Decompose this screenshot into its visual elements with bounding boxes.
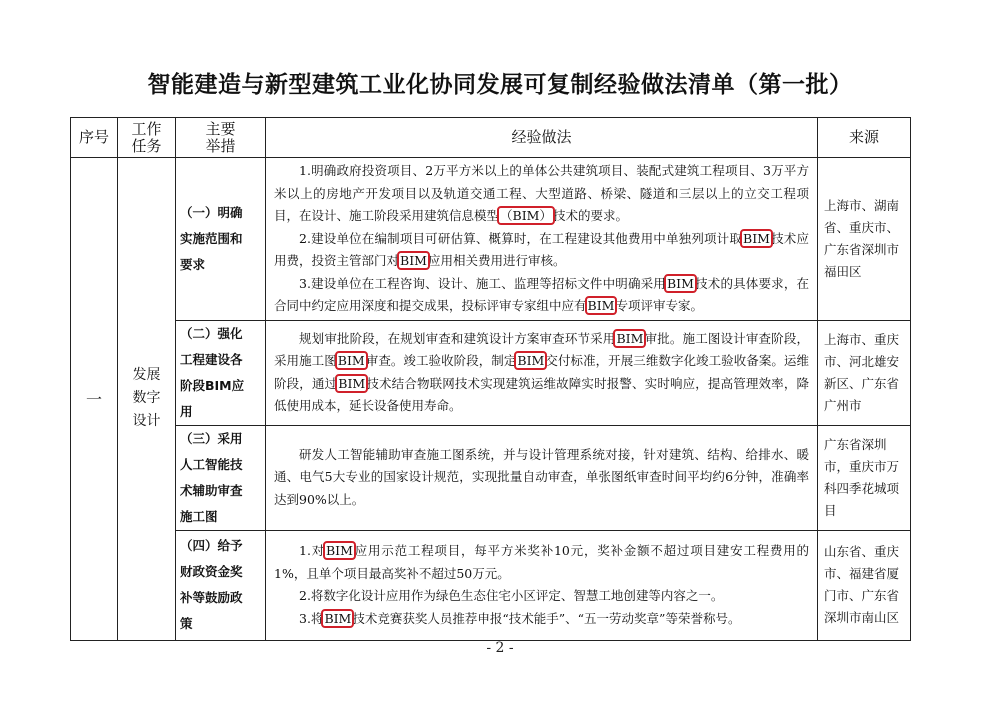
measure-line: 工程建设各 bbox=[180, 351, 243, 367]
experience-cell bbox=[266, 320, 818, 425]
experience-text: 专项评审专家。 bbox=[615, 298, 703, 313]
experience-text: 3.建设单位在工程咨询、设计、施工、监理等招标文件中明确采用 bbox=[299, 275, 666, 291]
bim-highlight: BIM bbox=[743, 230, 770, 246]
bim-highlight: BIM bbox=[517, 353, 545, 368]
experience-text: 审查。竣工验收阶段，制定 bbox=[365, 353, 517, 368]
task-line: 数字 bbox=[132, 390, 161, 407]
experience-text: 审批。施工图设计审查阶段，采用施工图 bbox=[274, 330, 809, 368]
experience-text: 3.将 bbox=[299, 610, 324, 626]
measure-line: （三）采用 bbox=[180, 430, 243, 446]
experience-text: 交付标准，开展三维数字化竣工验收备案。运维阶段，通过 bbox=[274, 353, 809, 391]
experience-text: 2.建设单位在编制项目可研估算、概算时，在工程建设其他费用中单独列项计取 bbox=[299, 230, 743, 246]
table-row bbox=[71, 320, 911, 425]
measure-cell bbox=[176, 320, 266, 425]
header-seq: 序号 bbox=[71, 118, 118, 158]
table-row bbox=[71, 530, 911, 640]
experience-text: 技术应用费，投资主管部门对 bbox=[274, 230, 809, 268]
bim-highlight: BIM bbox=[587, 298, 615, 313]
header-measure-line1: 主要 bbox=[205, 119, 236, 138]
bim-highlight: BIM bbox=[338, 375, 366, 391]
experience-text: 规划审批阶段，在规划审查和建筑设计方案审查环节采用 bbox=[299, 330, 616, 346]
source-cell: 山东省、重庆市、福建省厦门市、广东省深圳市南山区 bbox=[818, 530, 911, 640]
task-line: 设计 bbox=[132, 413, 161, 430]
page-title: 智能建造与新型建筑工业化协同发展可复制经验做法清单（第一批） bbox=[147, 72, 853, 98]
bim-highlight: BIM bbox=[666, 275, 694, 291]
source-cell: 广东省深圳市，重庆市万科四季花城项目 bbox=[818, 425, 911, 530]
page-number: - 2 - bbox=[486, 640, 514, 656]
table-row bbox=[71, 425, 911, 530]
measure-line: 阶段BIM应 bbox=[180, 377, 245, 393]
measure-line: 术辅助审查 bbox=[180, 482, 243, 498]
experience-text: 技术竞赛获奖人员推荐申报“技术能手”、“五一劳动奖章”等荣誉称号。 bbox=[352, 610, 741, 626]
experience-cell bbox=[266, 425, 818, 530]
experience-cell bbox=[266, 530, 818, 640]
task-line: 发展 bbox=[132, 367, 161, 384]
measure-line: （四）给予 bbox=[180, 538, 243, 553]
measure-line: 用 bbox=[180, 403, 193, 419]
source-cell: 上海市、湖南省、重庆市、广东省深圳市福田区 bbox=[818, 158, 911, 321]
measure-line: （一）明确 bbox=[180, 204, 243, 220]
header-measure-line2: 举措 bbox=[205, 136, 236, 155]
bim-highlight: BIM bbox=[324, 610, 352, 626]
measure-line: 要求 bbox=[180, 256, 206, 272]
header-task bbox=[118, 118, 176, 158]
measure-line: 人工智能技 bbox=[180, 456, 243, 472]
header-experience: 经验做法 bbox=[266, 118, 818, 158]
measure-cell bbox=[176, 425, 266, 530]
bim-highlight: BIM bbox=[326, 543, 353, 558]
measure-line: 财政资金奖 bbox=[180, 564, 243, 579]
header-task-line1: 工作 bbox=[131, 119, 162, 138]
header-row bbox=[71, 118, 911, 158]
header-task-line2: 任务 bbox=[131, 136, 162, 155]
source-cell: 上海市、重庆市、河北雄安新区、广东省广州市 bbox=[818, 320, 911, 425]
measure-line: 实施范围和 bbox=[180, 230, 243, 246]
header-measure bbox=[176, 118, 266, 158]
experience-text: 技术结合物联网技术实现建筑运维故障实时报警、实时响应，提高管理效率，降低使用成本，延长设备使用寿命。 bbox=[274, 375, 809, 413]
measure-cell bbox=[176, 158, 266, 321]
experience-paragraph: 研发人工智能辅助审查施工图系统，并与设计管理系统对接，针对建筑、结构、给排水、暖通、电气5大专业的国家设计规范，实现批量自动审查，单张图纸审查时间平均约6分钟，准确率达到90%以上。 bbox=[274, 446, 809, 507]
experience-paragraph bbox=[274, 540, 809, 585]
experience-text: 技术的具体要求，在合同中约定应用深度和提交成果，投标评审专家组中应有 bbox=[274, 275, 809, 313]
experience-paragraph bbox=[274, 273, 809, 318]
experience-table bbox=[70, 117, 911, 641]
measure-line: 策 bbox=[180, 616, 193, 631]
experience-paragraph bbox=[274, 328, 809, 418]
experience-text: 1.明确政府投资项目、2万平方米以上的单体公共建筑项目、装配式建筑工程项目、3万平方米以上的房地产开发项目以及轨道交通工程、大型道路、桥梁、隧道和三层以上的立交工程项目，在设计、施工阶段采用建筑信息模型 bbox=[274, 163, 809, 223]
experience-paragraph bbox=[274, 608, 809, 631]
experience-paragraph: 2.将数字化设计应用作为绿色生态住宅小区评定、智慧工地创建等内容之一。 bbox=[299, 588, 724, 603]
measure-line: 施工图 bbox=[180, 508, 218, 524]
bim-highlight: （BIM） bbox=[500, 208, 552, 223]
bim-highlight: BIM bbox=[400, 253, 427, 268]
experience-text: 应用示范工程项目，每平方米奖补10元，奖补金额不超过项目建安工程费用的1%，且单个项目最高奖补不超过50万元。 bbox=[274, 543, 809, 581]
experience-text: 应用相关费用进行审核。 bbox=[427, 253, 566, 268]
experience-text: 1.对 bbox=[299, 543, 325, 558]
experience-paragraph bbox=[274, 228, 809, 273]
task-cell bbox=[118, 158, 176, 641]
seq-cell: 一 bbox=[71, 158, 118, 641]
bim-highlight: BIM bbox=[616, 330, 644, 346]
bim-highlight: BIM bbox=[337, 353, 365, 368]
header-source: 来源 bbox=[818, 118, 911, 158]
experience-paragraph bbox=[274, 160, 809, 228]
measure-line: （二）强化 bbox=[180, 325, 243, 341]
measure-cell bbox=[176, 530, 266, 640]
experience-cell bbox=[266, 158, 818, 321]
measure-line: 补等鼓励政 bbox=[180, 590, 243, 605]
experience-text: 技术的要求。 bbox=[552, 208, 628, 223]
table-row bbox=[71, 158, 911, 321]
